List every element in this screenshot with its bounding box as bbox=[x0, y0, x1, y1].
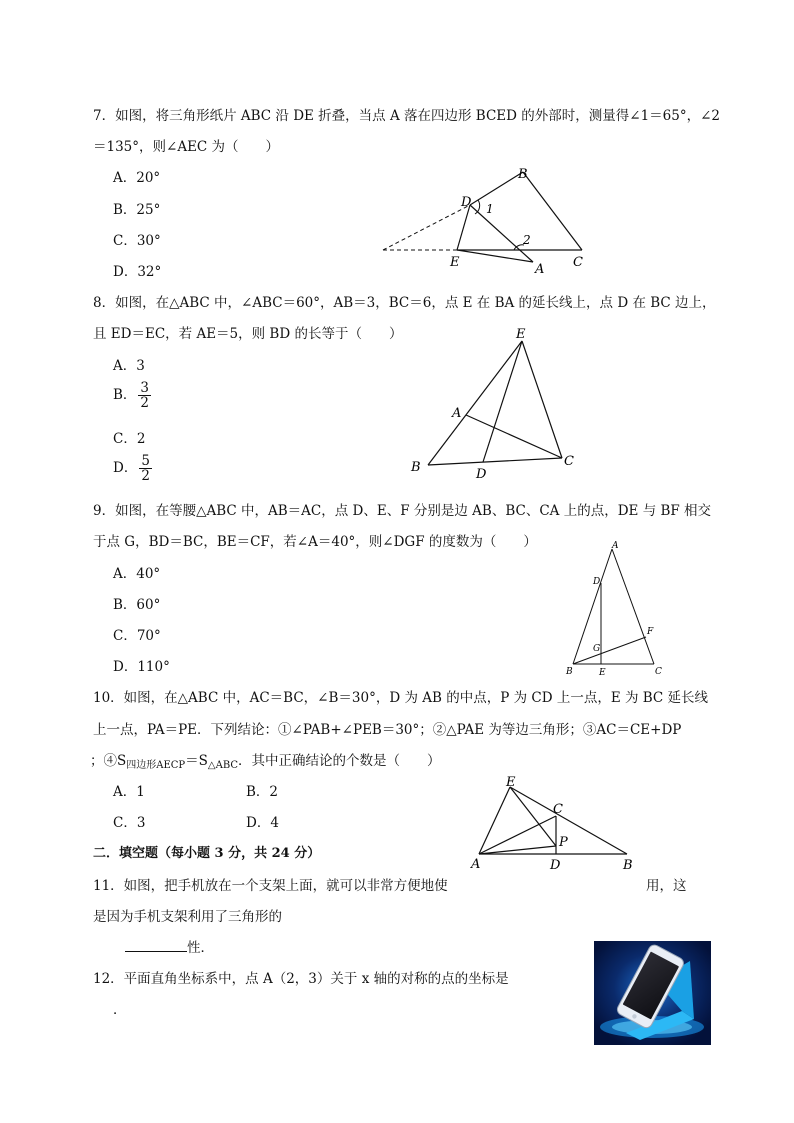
q8-edge-ED bbox=[483, 341, 522, 462]
q11-stem-line3-end: 性． bbox=[187, 940, 214, 956]
q9-option-c[interactable]: C．70° bbox=[113, 628, 161, 644]
q7-label-2: 2 bbox=[523, 233, 531, 247]
q9-label-F: F bbox=[647, 627, 654, 637]
q8-option-d-numerator: 5 bbox=[141, 453, 150, 469]
q8-option-b[interactable] bbox=[113, 381, 151, 410]
q10-label-E: E bbox=[506, 775, 516, 790]
q8-edge-EC bbox=[522, 341, 562, 458]
q8-option-c[interactable]: C．2 bbox=[113, 431, 146, 447]
q12-stem-line1: 12．平面直角坐标系中，点 A（2，3）关于 x 轴的对称的点的坐标是 bbox=[93, 971, 509, 987]
q11-stem-line3 bbox=[125, 936, 214, 956]
q7-dashed-fold bbox=[383, 205, 470, 250]
q10-stem-area-sub2: △ABC bbox=[207, 760, 239, 771]
q10-label-C: C bbox=[553, 802, 563, 817]
q8-option-d-label: D． bbox=[113, 460, 138, 476]
phone-stand-image bbox=[594, 941, 711, 1045]
q9-stem-line1: 9．如图，在等腰△ABC 中，AB＝AC，点 D、E、F 分别是边 AB、BC、CA 上的点，DE 与 BF 相交 bbox=[93, 503, 712, 519]
q8-option-d[interactable] bbox=[113, 454, 152, 483]
q10-stem-line3 bbox=[90, 749, 441, 771]
q10-stem-line2: 上一点，PA＝PE．下列结论：①∠PAB+∠PEB＝30°；②△PAE 为等边三角形；③AC＝CE+DP bbox=[93, 722, 682, 738]
q9-option-d[interactable]: D．110° bbox=[113, 659, 170, 675]
q9-label-C: C bbox=[655, 667, 662, 677]
q8-label-A: A bbox=[452, 406, 462, 421]
q11-stem-line1: 11．如图，把手机放在一个支架上面，就可以非常方便地使 bbox=[93, 878, 448, 894]
q9-edge-BF bbox=[573, 637, 646, 664]
q7-label-1: 1 bbox=[486, 202, 494, 216]
q7-edge-BC bbox=[523, 172, 582, 250]
q7-option-d[interactable]: D．32° bbox=[113, 264, 162, 280]
q8-stem-line2: 且 ED＝EC，若 AE＝5，则 BD 的长等于（ ） bbox=[93, 326, 403, 342]
q10-edge-EB bbox=[510, 787, 627, 854]
q8-option-a[interactable]: A．3 bbox=[113, 358, 145, 374]
q10-stem-line1: 10．如图，在△ABC 中，AC＝BC，∠B＝30°，D 为 AB 的中点，P 为 CD 上一点，E 为 BC 延长线 bbox=[93, 690, 709, 706]
q8-option-b-label: B． bbox=[113, 387, 137, 403]
q10-option-a[interactable]: A．1 bbox=[113, 784, 145, 800]
q10-label-D: D bbox=[550, 858, 561, 873]
q8-stem-line1: 8．如图，在△ABC 中，∠ABC＝60°，AB＝3，BC＝6，点 E 在 BA 的延长线上，点 D 在 BC 边上， bbox=[93, 295, 716, 311]
q10-stem-area-sub1: 四边形AECP bbox=[126, 760, 186, 771]
q7-stem-line1: 7．如图，将三角形纸片 ABC 沿 DE 折叠，当点 A 落在四边形 BCED 的外部时，测量得∠1＝65°，∠2 bbox=[93, 108, 721, 124]
q8-edge-BC bbox=[428, 458, 562, 465]
q9-label-B: B bbox=[566, 667, 573, 677]
q7-stem-line2: ＝135°，则∠AEC 为（ ） bbox=[93, 139, 280, 155]
q9-label-G: G bbox=[593, 644, 601, 654]
q7-label-C: C bbox=[573, 255, 583, 270]
q7-option-b[interactable]: B．25° bbox=[113, 202, 161, 218]
section2-heading: 二．填空题（每小题 3 分，共 24 分） bbox=[93, 846, 321, 861]
q10-edge-EP bbox=[510, 787, 556, 846]
q10-label-P: P bbox=[559, 835, 568, 850]
q8-figure bbox=[400, 325, 590, 485]
q8-label-E: E bbox=[516, 327, 526, 342]
q7-label-B: B bbox=[518, 167, 528, 182]
q9-label-A: A bbox=[612, 541, 619, 551]
q11-stem-line2: 是因为手机支架利用了三角形的 bbox=[93, 909, 282, 925]
q11-stem-line1-end: 用，这 bbox=[646, 878, 687, 894]
q10-option-c[interactable]: C．3 bbox=[113, 815, 146, 831]
q10-stem-line3-c: ．其中正确结论的个数是（ ） bbox=[238, 753, 441, 769]
q11-answer-blank[interactable] bbox=[125, 939, 187, 952]
q7-label-E: E bbox=[450, 255, 460, 270]
q7-option-a[interactable]: A．20° bbox=[113, 170, 161, 186]
q8-edge-BE bbox=[428, 341, 522, 465]
q8-label-C: C bbox=[564, 454, 574, 469]
q10-label-B: B bbox=[623, 858, 633, 873]
q9-label-E: E bbox=[599, 668, 606, 678]
q7-edge-DE bbox=[457, 205, 470, 250]
q10-stem-line3-b: ＝S bbox=[185, 753, 208, 769]
q8-option-d-denominator: 2 bbox=[141, 468, 150, 484]
q8-option-b-denominator: 2 bbox=[140, 395, 150, 411]
q10-figure bbox=[465, 770, 645, 875]
q8-edge-AC bbox=[466, 415, 562, 458]
q10-label-A: A bbox=[471, 857, 481, 872]
q10-stem-line3-a: ；④S bbox=[90, 753, 127, 769]
q8-option-d-fraction bbox=[139, 454, 152, 483]
q10-edge-AP bbox=[479, 846, 556, 854]
q9-option-a[interactable]: A．40° bbox=[113, 566, 161, 582]
q8-option-b-numerator: 3 bbox=[140, 380, 150, 396]
q8-label-B: B bbox=[411, 460, 421, 475]
q7-figure bbox=[375, 160, 595, 280]
q7-option-c[interactable]: C．30° bbox=[113, 233, 161, 249]
q10-edge-AE bbox=[479, 787, 510, 854]
q10-option-b[interactable]: B．2 bbox=[246, 784, 279, 800]
q9-figure bbox=[560, 540, 670, 680]
q12-stem-line2: ． bbox=[113, 1002, 127, 1018]
q8-option-b-fraction bbox=[138, 381, 151, 410]
q10-edge-AC bbox=[479, 816, 556, 854]
q9-option-b[interactable]: B．60° bbox=[113, 597, 161, 613]
q7-label-A: A bbox=[535, 262, 545, 277]
q9-stem-line2: 于点 G，BD＝BC，BE＝CF，若∠A＝40°，则∠DGF 的度数为（ ） bbox=[93, 534, 537, 550]
q8-label-D: D bbox=[476, 467, 487, 482]
q7-label-D: D bbox=[461, 195, 472, 210]
q9-label-D: D bbox=[593, 577, 601, 587]
q10-option-d[interactable]: D．4 bbox=[246, 815, 279, 831]
